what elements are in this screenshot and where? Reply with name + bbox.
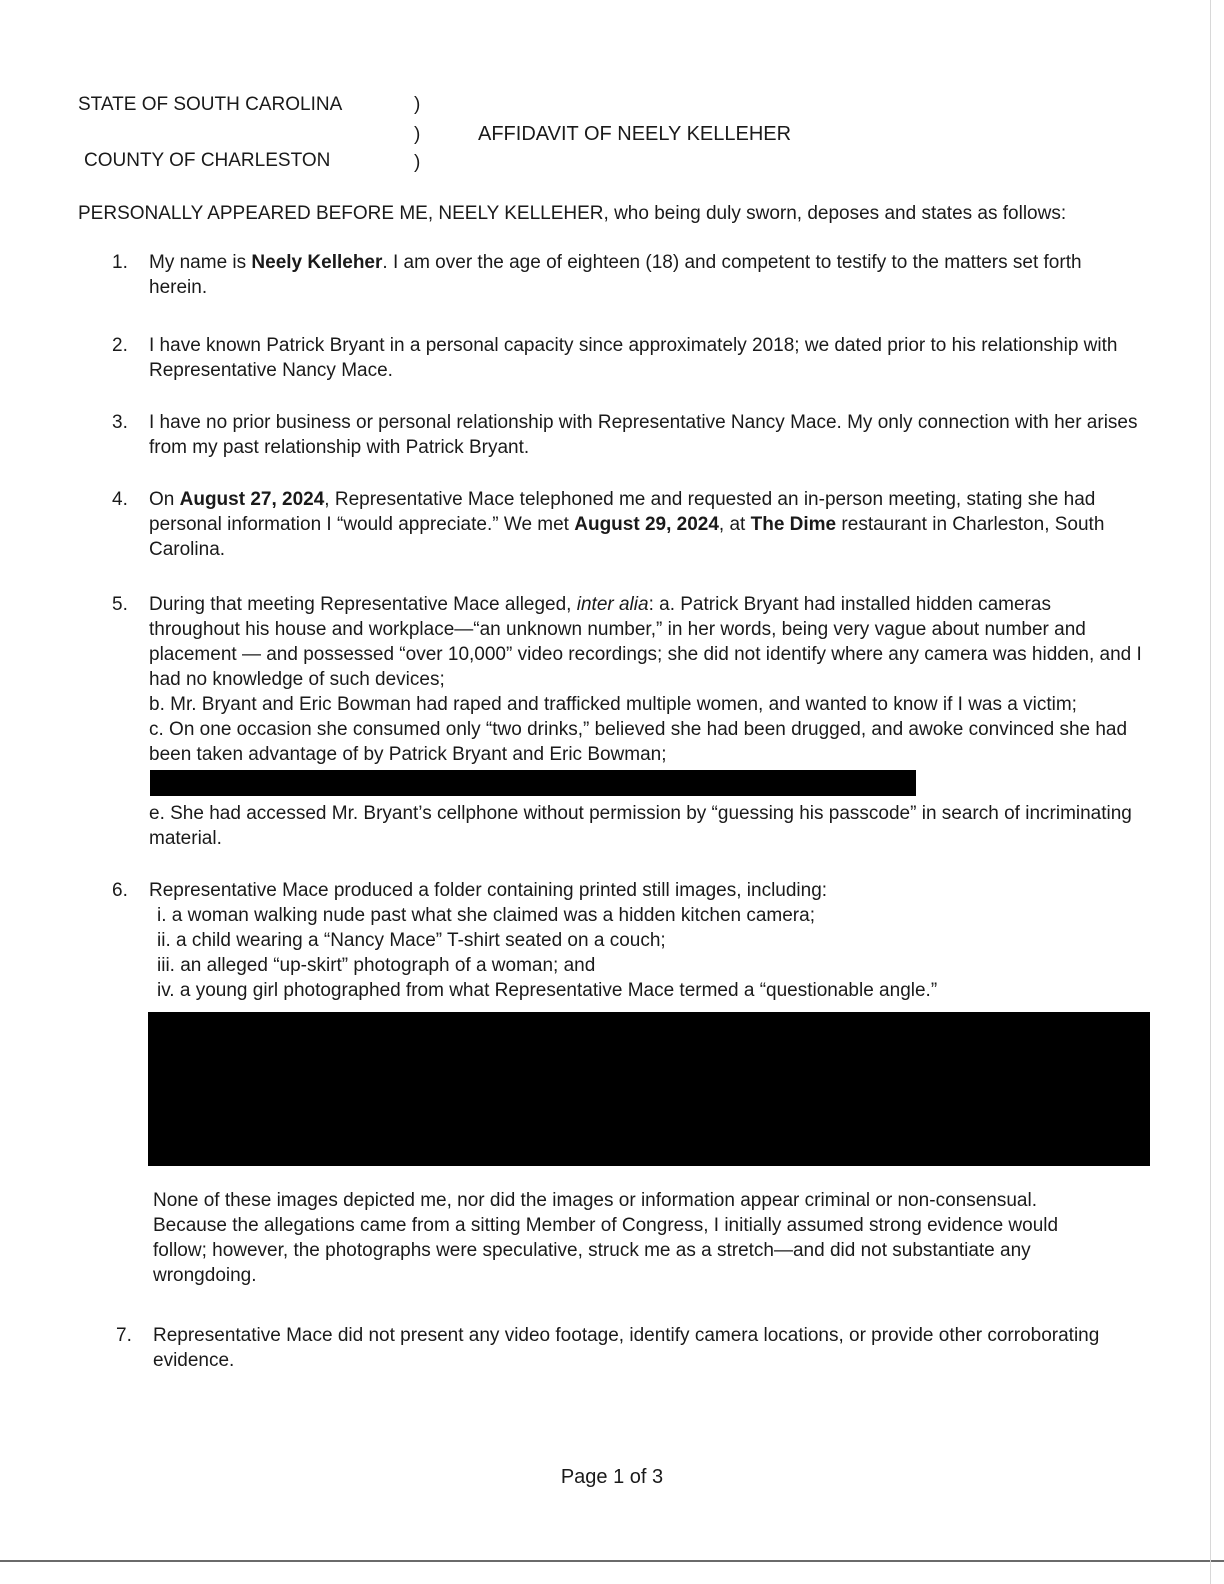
intro-statement: PERSONALLY APPEARED BEFORE ME, NEELY KELLEHER, who being duly sworn, deposes and states as follows:	[78, 203, 1067, 224]
affidavit-title: AFFIDAVIT OF NEELY KELLEHER	[478, 123, 792, 145]
page-edge-line	[1210, 0, 1211, 1584]
paragraph-number: 7.	[116, 1325, 132, 1346]
paragraph-number: 3.	[112, 412, 128, 433]
list-item: ii. a child wearing a “Nancy Mace” T-shirt seated on a couch;	[157, 930, 666, 951]
paragraph-text	[149, 250, 1142, 300]
paragraph-number: 4.	[112, 489, 128, 510]
bold-date: August 29, 2024	[574, 514, 719, 535]
caption-paren: )	[414, 94, 421, 115]
paragraph-3	[112, 410, 1142, 460]
text-run: : a. Patrick Bryant had installed hidden cameras throughout his house and workplace—“an unknown number,” in her words, being very vague about number and placement — and possessed “over 10,000” video recordings; she did not identify where any camera was hidden, and I had no knowledge of such devices;	[149, 594, 1142, 690]
caption-paren: )	[414, 124, 421, 145]
paragraph-4	[112, 487, 1142, 562]
paragraph-7	[116, 1323, 1146, 1373]
case-caption	[78, 92, 838, 182]
text-run: During that meeting Representative Mace alleged,	[149, 594, 577, 615]
text-run: , Representative Mace telephoned me and requested an in-person meeting, stating she had personal information I “would appreciate.” We met	[149, 489, 1096, 535]
caption-state: STATE OF SOUTH CAROLINA	[78, 94, 343, 115]
bold-place: The Dime	[750, 514, 837, 535]
bold-date: August 27, 2024	[179, 489, 325, 510]
list-item: i. a woman walking nude past what she claimed was a hidden kitchen camera;	[157, 905, 815, 926]
page-number: Page 1 of 3	[560, 1466, 664, 1488]
redaction-bar	[150, 770, 916, 796]
bottom-rule	[0, 1560, 1224, 1562]
caption-paren: )	[414, 152, 421, 173]
paragraph-text: Representative Mace did not present any video footage, identify camera locations, or provide other corroborating evidence.	[153, 1325, 1100, 1371]
allegation-e: e. She had accessed Mr. Bryant’s cellphone without permission by “guessing his passcode” in search of incriminating material.	[149, 803, 1132, 849]
paragraph-5-continued	[112, 801, 1142, 851]
list-item: iii. an alleged “up-skirt” photograph of a woman; and	[157, 955, 596, 976]
paragraph-number: 5.	[112, 594, 128, 615]
paragraph-6-continued	[116, 1188, 1116, 1288]
paragraph-6	[112, 878, 1142, 1003]
paragraph-number: 1.	[112, 252, 128, 273]
paragraph-lead: Representative Mace produced a folder containing printed still images, including:	[149, 880, 828, 901]
text-run: My name is	[149, 252, 252, 273]
paragraph-text: None of these images depicted me, nor did the images or information appear criminal or non-consensual. Because the allegations came from a sitting Member of Congress, I initially assumed strong evidence would follow; however, the photographs were speculative, struck me as a stretch—and did not substantiate any wrongdoing.	[153, 1190, 1059, 1286]
paragraph-2	[112, 333, 1142, 383]
paragraph-1	[112, 250, 1142, 300]
text-run: On	[149, 489, 180, 510]
bold-name: Neely Kelleher	[251, 252, 383, 273]
redaction-block	[148, 1012, 1150, 1166]
paragraph-text	[149, 487, 1142, 562]
text-run: , at	[718, 514, 751, 535]
paragraph-number: 2.	[112, 335, 128, 356]
paragraph-text	[149, 592, 1142, 767]
allegation-c: c. On one occasion she consumed only “two drinks,” believed she had been drugged, and awoke convinced she had been taken advantage of by Patrick Bryant and Eric Bowman;	[149, 719, 1128, 765]
list-item: iv. a young girl photographed from what Representative Mace termed a “questionable angle.”	[157, 980, 938, 1001]
paragraph-text: I have no prior business or personal relationship with Representative Nancy Mace. My only connection with her arises from my past relationship with Patrick Bryant.	[149, 412, 1138, 458]
paragraph-5	[112, 592, 1142, 767]
allegation-b: b. Mr. Bryant and Eric Bowman had raped and trafficked multiple women, and wanted to know if I was a victim;	[149, 694, 1077, 715]
paragraph-text	[149, 878, 1142, 1003]
paragraph-number: 6.	[112, 880, 128, 901]
italic-term: inter alia	[576, 594, 649, 615]
paragraph-text: I have known Patrick Bryant in a personal capacity since approximately 2018; we dated prior to his relationship with Representative Nancy Mace.	[149, 335, 1118, 381]
text-run: restaurant in Charleston, South Carolina.	[149, 514, 1105, 560]
caption-county: COUNTY OF CHARLESTON	[84, 150, 331, 171]
text-run: . I am over the age of eighteen (18) and competent to testify to the matters set forth herein.	[149, 252, 1082, 298]
